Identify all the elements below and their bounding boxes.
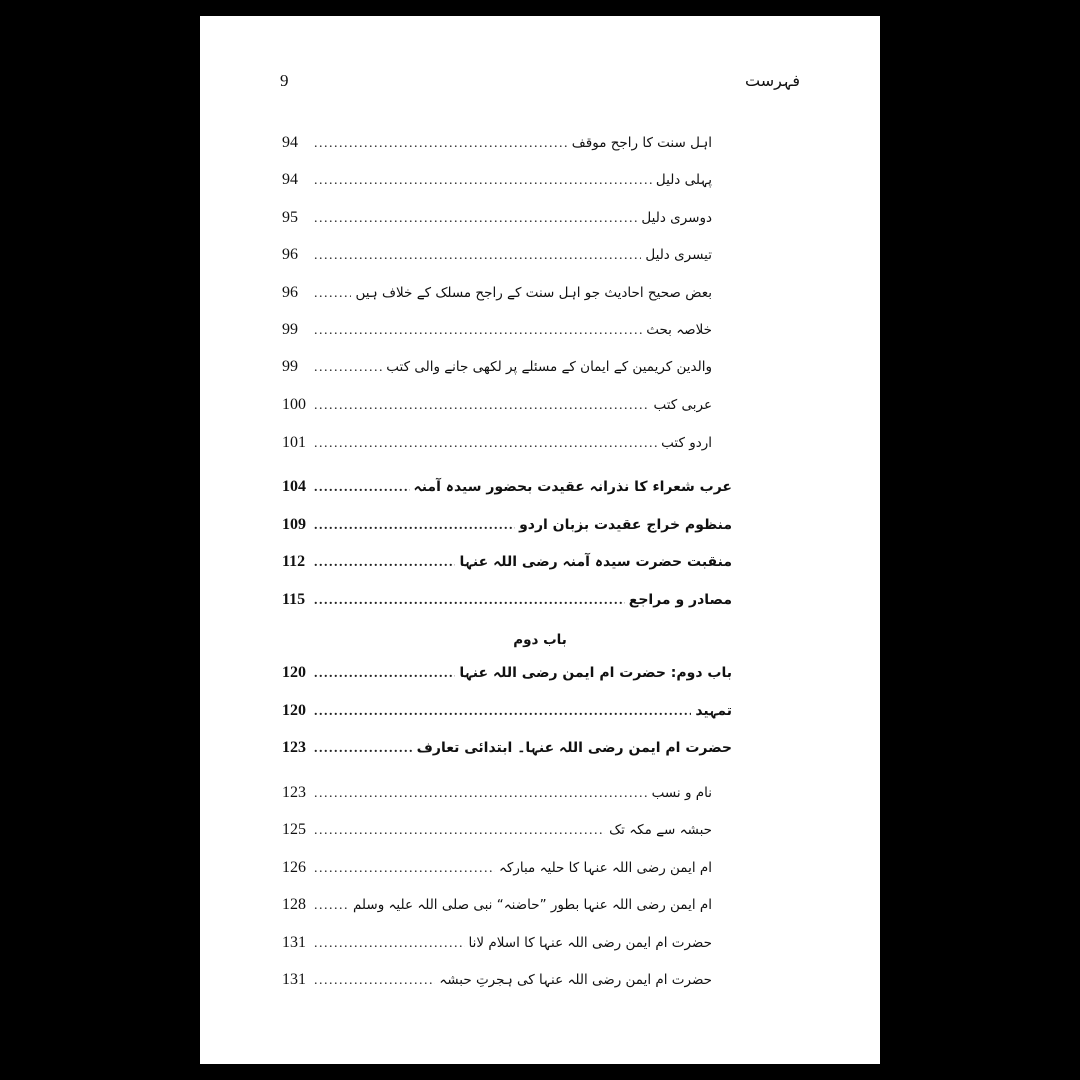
toc-entry[interactable]: [282, 971, 712, 999]
toc-entry-title: عرب شعراء کا نذرانہ عقیدت بحضور سیدہ آمنہ: [413, 479, 732, 495]
toc-entry-page-number: 99: [282, 358, 298, 375]
toc-entry[interactable]: [282, 896, 712, 924]
toc-entry-page-number: 120: [282, 664, 306, 681]
toc-entry[interactable]: [282, 739, 732, 767]
dot-leader: [314, 173, 652, 189]
toc-entry-page-number: 123: [282, 784, 306, 801]
toc-entry[interactable]: [282, 171, 712, 199]
page-number: 9: [280, 71, 289, 90]
dot-leader: [314, 704, 691, 720]
toc-entry-title: باب دوم: حضرت ام ایمن رضی اللہ عنہا: [459, 665, 732, 681]
toc-entry[interactable]: [282, 934, 712, 962]
page-header: [280, 71, 800, 101]
toc-entry-title: حضرت ام ایمن رضی اللہ عنہا۔ ابتدائی تعارف: [416, 740, 732, 756]
document-page: [200, 16, 880, 1064]
dot-leader: [314, 136, 568, 152]
toc-entry-title: دوسری دلیل: [641, 210, 712, 226]
toc-entry-page-number: 101: [282, 434, 306, 451]
toc-entry-title: خلاصہ بحث: [646, 322, 712, 338]
toc-entry-page-number: 125: [282, 821, 306, 838]
toc-entry[interactable]: [282, 702, 732, 730]
toc-entry-page-number: 131: [282, 934, 306, 951]
toc-entry-page-number: 115: [282, 591, 306, 608]
dot-leader: [314, 518, 515, 534]
toc-entry[interactable]: [282, 859, 712, 887]
dot-leader: [314, 593, 625, 609]
dot-leader: [314, 436, 657, 452]
toc-entry-page-number: 94: [282, 171, 298, 188]
toc-entry[interactable]: [282, 553, 732, 581]
toc-entry-page-number: 100: [282, 396, 306, 413]
dot-leader: [314, 973, 435, 989]
toc-entry-page-number: 109: [282, 516, 306, 533]
dot-leader: [314, 286, 351, 302]
toc-entry[interactable]: [282, 284, 712, 312]
toc-entry[interactable]: [282, 434, 712, 462]
toc-entry-title: ام ایمن رضی اللہ عنہا کا حلیہ مبارکہ: [499, 860, 712, 876]
dot-leader: [314, 398, 649, 414]
dot-leader: [314, 741, 413, 757]
toc-entry-title: تیسری دلیل: [645, 247, 712, 263]
toc-entry-title: حضرت ام ایمن رضی اللہ عنہا کی ہجرتِ حبشہ: [439, 972, 712, 988]
toc-entry-page-number: 112: [282, 553, 306, 570]
dot-leader: [314, 666, 455, 682]
dot-leader: [314, 480, 410, 496]
toc-entry[interactable]: [282, 396, 712, 424]
toc-entry[interactable]: [282, 821, 712, 849]
toc-entry-title: حضرت ام ایمن رضی اللہ عنہا کا اسلام لانا: [468, 935, 712, 951]
toc-entry-title: حبشہ سے مکہ تک: [609, 822, 712, 838]
toc-entry-page-number: 123: [282, 739, 306, 756]
toc-entry-page-number: 128: [282, 896, 306, 913]
toc-entry-page-number: 96: [282, 284, 298, 301]
toc-entry[interactable]: [282, 478, 732, 506]
toc-entry[interactable]: [282, 209, 712, 237]
toc-entry-title: نام و نسب: [651, 785, 712, 801]
toc-entry-page-number: 126: [282, 859, 306, 876]
toc-entry-title: اردو کتب: [661, 435, 712, 451]
toc-entry-title: والدین کریمین کے ایمان کے مسئلے پر لکھی جانے والی کتب: [386, 359, 712, 375]
dot-leader: [314, 211, 637, 227]
toc-entry-page-number: 104: [282, 478, 306, 495]
toc-entry-title: عربی کتب: [653, 397, 712, 413]
toc-entry[interactable]: [282, 664, 732, 692]
dot-leader: [314, 786, 648, 802]
toc-entry-title: اہل سنت کا راجح موقف: [571, 135, 712, 151]
toc-entry-page-number: 131: [282, 971, 306, 988]
toc-entry[interactable]: [282, 321, 712, 349]
toc-entry-page-number: 99: [282, 321, 298, 338]
dot-leader: [314, 898, 349, 914]
toc-entry-page-number: 95: [282, 209, 298, 226]
toc-entry[interactable]: [282, 246, 712, 274]
toc-entry-title: ام ایمن رضی اللہ عنہا بطور ”حاضنہ“ نبی صلی اللہ علیہ وسلم: [352, 897, 712, 913]
toc-entry-title: منظوم خراج عقیدت بزبان اردو: [519, 517, 732, 533]
toc-entry-title: مصادر و مراجع: [628, 592, 732, 608]
dot-leader: [314, 323, 642, 339]
dot-leader: [314, 555, 455, 571]
toc-entry[interactable]: [282, 516, 732, 544]
dot-leader: [314, 861, 495, 877]
toc-entry-title: تمہید: [695, 703, 732, 719]
toc-entry-page-number: 96: [282, 246, 298, 263]
toc-entry-title: بعض صحیح احادیث جو اہل سنت کے راجح مسلک کے خلاف ہیں: [355, 285, 712, 301]
section-heading: باب دوم: [513, 632, 567, 648]
dot-leader: [314, 823, 605, 839]
toc-entry-title: منقبت حضرت سیدہ آمنہ رضی اللہ عنہا: [459, 554, 732, 570]
dot-leader: [314, 248, 641, 264]
toc-entry[interactable]: [282, 591, 732, 619]
toc-entry[interactable]: [282, 134, 712, 162]
toc-entry-page-number: 120: [282, 702, 306, 719]
toc-entry-title: پہلی دلیل: [655, 172, 712, 188]
toc-entry-page-number: 94: [282, 134, 298, 151]
running-title: فہرست: [745, 71, 800, 90]
toc-entry[interactable]: [282, 784, 712, 812]
toc-entry[interactable]: [282, 358, 712, 386]
dot-leader: [314, 936, 465, 952]
dot-leader: [314, 360, 382, 376]
